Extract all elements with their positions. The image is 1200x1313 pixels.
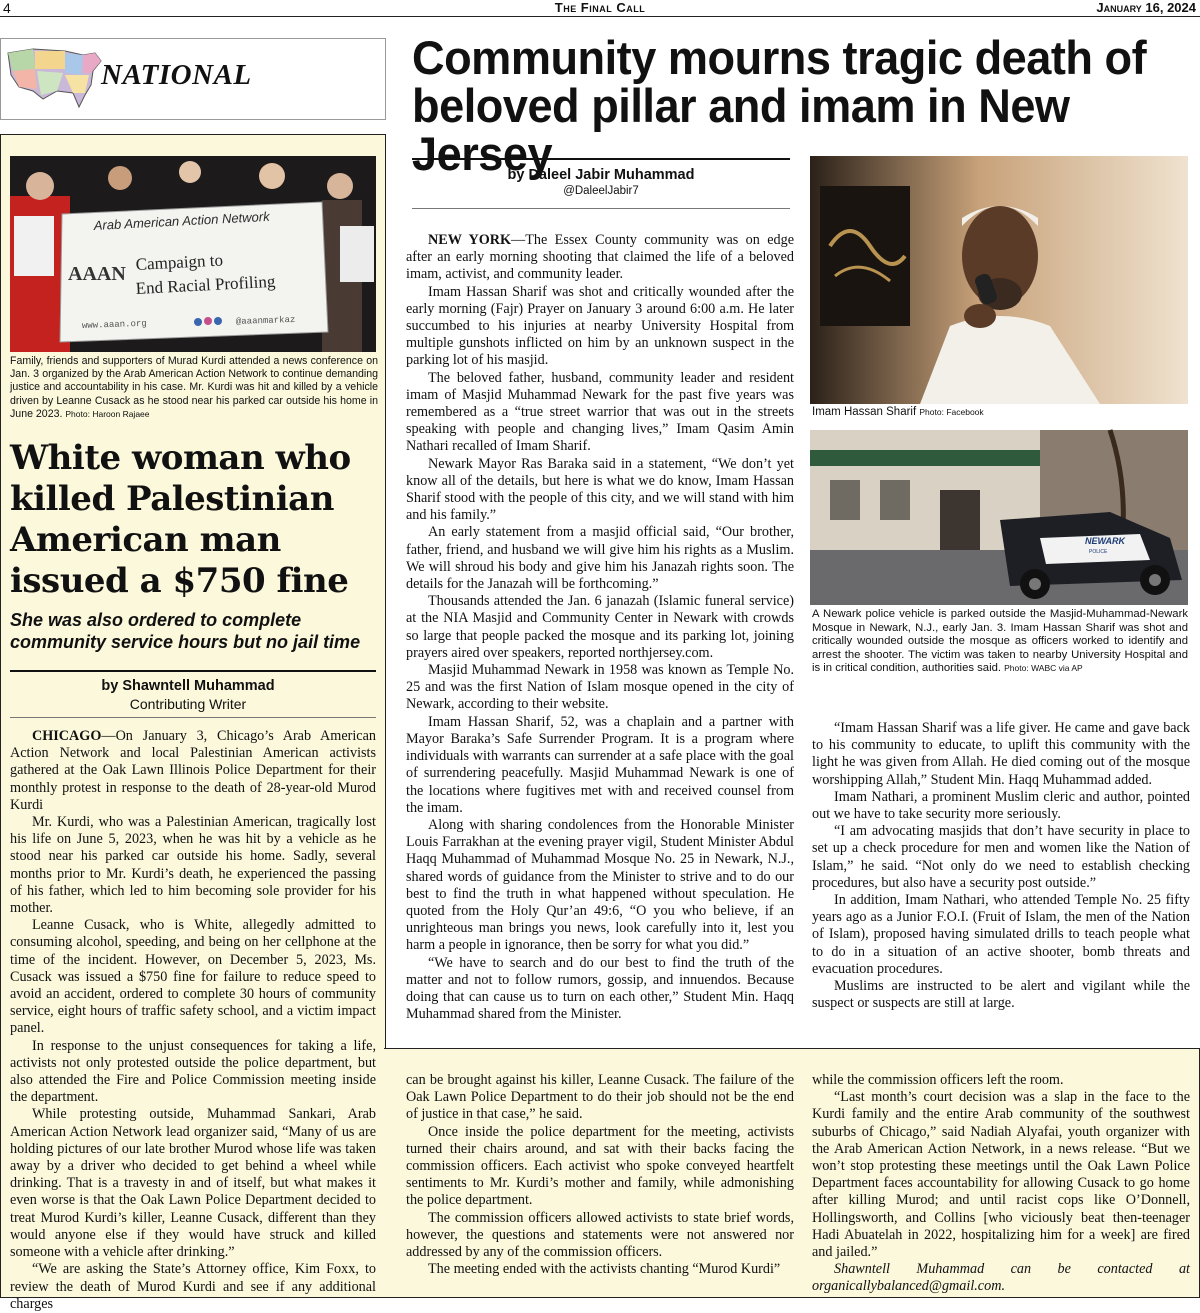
side-byline-rule-bottom [10, 717, 376, 718]
banner-top-text: Arab American Action Network [93, 208, 270, 233]
side-paragraph: While protesting outside, Muhammad Sankari, Arab American Action Network lead organizer said, “Many of us are holding pictures of our late brother Murod whose life was taken away by a driver who decided to get behind a wheel while drinking. That is a travesty in and of itself, but what makes it even worse is that the Oak Lawn Police Department decided to treat Murod Kurdi’s killer, Leanne Cusack, different than they would anyone else if they would have struck and killed someone with a vehicle after drinking.” [10, 1106, 376, 1261]
main-paragraph: Imam Hassan Sharif was shot and critically wounded after the early morning (Fajr) Prayer on January 3 around 6:00 a.m. He later succumbed to his injuries at nearby University Hospital from multiple gunshots inflicted on him by an unknown suspect in the parking lot of his masjid. [406, 283, 794, 369]
main-paragraph: Imam Hassan Sharif, 52, was a chaplain and a partner with Mayor Baraka’s Safe Surrender Program. It is a program where individuals with warrants can surrender at a safe place with the goal of surrendering peacefully. Masjid Muhammad Newark is one of the locations where fugitives met with and received counsel from the imam. [406, 713, 794, 816]
main-paragraph: Masjid Muhammad Newark in 1958 was known as Temple No. 25 and was the first Nation of Islam mosque opened in the city of Newark, according to their website. [406, 662, 794, 713]
banner-line2-text: End Racial Profiling [135, 271, 276, 298]
police-photo-illustration [810, 430, 1188, 605]
side-paragraph: The commission officers allowed activists to state brief words, however, the questions and statements were not answered nor addressed by any of the commission officers. [406, 1209, 794, 1261]
main-byline-rule-top [412, 158, 790, 160]
main-byline-rule-bottom [412, 208, 790, 209]
side-paragraph: “We are asking the State’s Attorney office, Kim Foxx, to review the death of Murod Kurdi and see if any additional charges [10, 1261, 376, 1312]
imam-photo-credit: Photo: Facebook [919, 407, 984, 417]
side-paragraph: Leanne Cusack, who is White, allegedly admitted to consuming alcohol, speeding, and being on her cellphone at the time of the incident. However, on December 5, 2023, Ms. Cusack was issued a $750 fine for failure to reduce speed to avoid an accident, ordered to complete 30 hours of community service, eight hours of traffic safety school, and a victim impact panel. [10, 917, 376, 1037]
banner-line1-text: Campaign to [135, 250, 224, 274]
imam-photo-illustration [810, 156, 1188, 404]
side-paragraph: The meeting ended with the activists chanting “Murod Kurdi” [428, 1261, 781, 1278]
usa-map-icon [5, 45, 105, 111]
side-paragraph: In response to the unjust consequences for taking a life, activists not only protested outside the police department, but also attended the Fire and Police Commission meeting inside the department. [10, 1037, 376, 1106]
section-label: NATIONAL [101, 59, 252, 91]
page-header [0, 0, 1200, 17]
banner-logo-text: AAAN [68, 263, 126, 285]
police-photo-credit: Photo: WABC via AP [1004, 663, 1083, 673]
police-car-text: NEWARK [1085, 536, 1125, 546]
side-paragraph: “Last month’s court decision was a slap in the face to the Kurdi family and the entire Arab community of the southwest suburbs of Chicago,” said Nadiah Alyafai, youth organizer with the Arab American Action Network, in a news release. “But we won’t stop protesting these meetings until the Oak Lawn Police Department faces accountability for allowing Cusack to go home after killing Murod; and until racist cops like O’Donnell, Hollingsworth, and Collins [who viciously beat then-teenager Hadi Abuatelah in 2022, hospitalizing him for a week] are fired and jailed.” [812, 1089, 1190, 1261]
main-dateline: NEW YORK [428, 232, 512, 248]
imam-photo [810, 156, 1188, 404]
main-article-col1 [406, 232, 794, 1044]
side-dateline: CHICAGO [32, 728, 102, 744]
side-contact[interactable]: Shawntell Muhammad can be contacted at organicallybalanced@gmail.com. [812, 1261, 1190, 1295]
main-paragraph: An early statement from a masjid official said, “Our brother, father, friend, and husband we will give him his rights as a Muslim. We will shroud his body and give him his Janazah rights soon. The details for the Janazah will be forthcoming.” [406, 524, 794, 593]
protest-photo [10, 156, 376, 352]
side-byline: by Shawntell Muhammad [101, 678, 275, 694]
main-article-col2 [812, 720, 1190, 1044]
main-paragraph: “I am advocating masjids that don’t have security in place to set up a check procedure for men and women like the Nation of Islam,” he said. “Not only do we need to establish checking procedures, but also have a security post outside.” [812, 823, 1190, 891]
main-paragraph: Newark Mayor Ras Baraka said in a statement, “We don’t yet know all of the details, but here is what we do know, Imam Hassan Sharif stood with the people of this city, and we will stand with him and his family.” [406, 455, 794, 524]
publication-name: The Final Call [554, 0, 646, 15]
issue-date: January 16, 2024 [1096, 0, 1196, 15]
page-number: 4 [3, 0, 11, 16]
protest-photo-credit: Photo: Haroon Rajaee [65, 408, 150, 419]
section-label-box [0, 38, 386, 120]
main-paragraph: In addition, Imam Nathari, who attended Temple No. 25 fifty years ago as a Junior F.O.I. (Fruit of Islam, the men of the Nation of Islam), proposed having simulated drills to teach people what to do in a situation of an active shooter, bomb threats and evacuation procedures. [812, 892, 1190, 977]
protest-photo-illustration [10, 156, 376, 352]
protest-photo-caption: Family, friends and supporters of Murad Kurdi attended a news conference on Jan. 3 organized by the Arab American Action Network to continue demanding justice and accountability in his case. Mr. Kurdi was hit and killed by a vehicle driven by Leanne Cusack as he stood near his parked car outside his home in June 2023. Photo: Haroon Rajaee [10, 355, 378, 420]
main-headline-line1: Community mourns tragic death of [412, 31, 1147, 84]
side-deck: She was also ordered to complete community service hours but no jail time [10, 610, 361, 652]
side-paragraph: Mr. Kurdi, who was a Palestinian American, tragically lost his life on June 5, 2023, when he was hit by a vehicle as he stood near his parked car outside his home. Sadly, several months prior to Mr. Kurdi’s death, he experienced the passing of his father, which led to him becoming sole provider for his mother. [10, 814, 376, 917]
main-paragraph: Muslims are instructed to be alert and vigilant while the suspect or suspects are still at large. [812, 978, 1190, 1012]
police-car-sub: POLICE [1089, 549, 1108, 555]
main-headline-line2: beloved pillar and imam in New Jersey [412, 79, 1070, 180]
side-byline-rule-top [10, 670, 376, 672]
side-byline-role: Contributing Writer [129, 696, 247, 712]
banner-url-text: www.aaan.org [81, 318, 147, 331]
imam-photo-caption: Imam Hassan Sharif Photo: Facebook [812, 406, 984, 418]
police-photo [810, 430, 1188, 605]
side-paragraph: CHICAGO—On January 3, Chicago’s Arab American Action Network and local Palestinian American activists gathered at the Oak Lawn Illinois Police Department for their monthly protest in response to the death of 28-year-old Murod Kurdi [10, 728, 376, 813]
side-paragraph-cont: can be brought against his killer, Leanne Cusack. The failure of the Oak Lawn Police Department to do their job should not be the end of justice in that case,” he said. [406, 1072, 794, 1123]
side-article-col2 [406, 1072, 794, 1292]
banner-handle-text: @aaanmarkaz [235, 314, 296, 327]
main-paragraph: Thousands attended the Jan. 6 janazah (Islamic funeral service) at the NIA Masjid and Community Center in Newark with crowds so large that people packed the mosque and its parking lot, joining prayers aired over speakers, reported northjersey.com. [406, 593, 794, 661]
main-paragraph: The beloved father, husband, community leader and resident imam of Masjid Muhammad Newark for the past five years was remembered as a “true street warrior that was out in the streets speaking with people and changing lives,” Imam Qasim Amin Nathari recalled of Imam Sharif. [406, 369, 794, 455]
side-story-box-top-rule [384, 1048, 1200, 1049]
main-paragraph: “We have to search and do our best to find the truth of the matter and not to follow rumors, gossip, and innuendos. Because doing that can cause us to turn on each other,” Student Min. Haqq Muhammad shared from the Minister. [406, 954, 794, 1023]
main-byline-handle: @DaleelJabir7 [563, 185, 639, 197]
main-paragraph: Imam Nathari, a prominent Muslim cleric and author, pointed out we have to take security more seriously. [812, 788, 1190, 823]
main-paragraph: “Imam Hassan Sharif was a life giver. He came and gave back to his community to educate, to uplift this community with the light he was given from Allah. He died coming out of the mosque worshipping Allah,” Student Min. Haqq Muhammad added. [812, 720, 1190, 788]
side-headline: White woman who killed Palestinian American man issued a $750 fine [10, 438, 351, 601]
side-paragraph: Once inside the police department for the meeting, activists turned their chairs around, and sat with their backs facing the commission officers. Each activist who spoke conveyed heartfelt sentiments to Mr. Kurdi’s mother and family, while admonishing the police department. [406, 1123, 794, 1209]
police-photo-caption: A Newark police vehicle is parked outside the Masjid-Muhammad-Newark Mosque in Newark, N.J., early Jan. 3. Imam Hassan Sharif was shot and critically wounded outside the mosque as officers worked to identify and arrest the shooter. The victim was taken to nearby University Hospital and is in critical condition, authorities said. Photo: WABC via AP [812, 608, 1188, 674]
side-article-col3 [812, 1072, 1190, 1295]
side-article-col1 [10, 728, 376, 1312]
side-paragraph-cont: while the commission officers left the room. [812, 1072, 1064, 1088]
main-paragraph: Along with sharing condolences from the Honorable Minister Louis Farrakhan at the evening prayer vigil, Student Minister Abdul Haqq Muhammad of Muhammad Mosque No. 25 in Newark, N.J., shared words of guidance from the Minister to strive and to do our best to find the truth in what happened without speculation. He quoted from the Holy Qur’an 49:6, “O you who believe, if an unrighteous man brings you news, look carefully into it, lest you harm a people in ignorance, then be sorry for what you did.” [406, 816, 794, 954]
main-byline: by Daleel Jabir Muhammad [507, 167, 695, 183]
main-paragraph: NEW YORK—The Essex County community was on edge after an early morning shooting that claimed the life of a beloved imam, activist, and community leader. [406, 232, 794, 283]
